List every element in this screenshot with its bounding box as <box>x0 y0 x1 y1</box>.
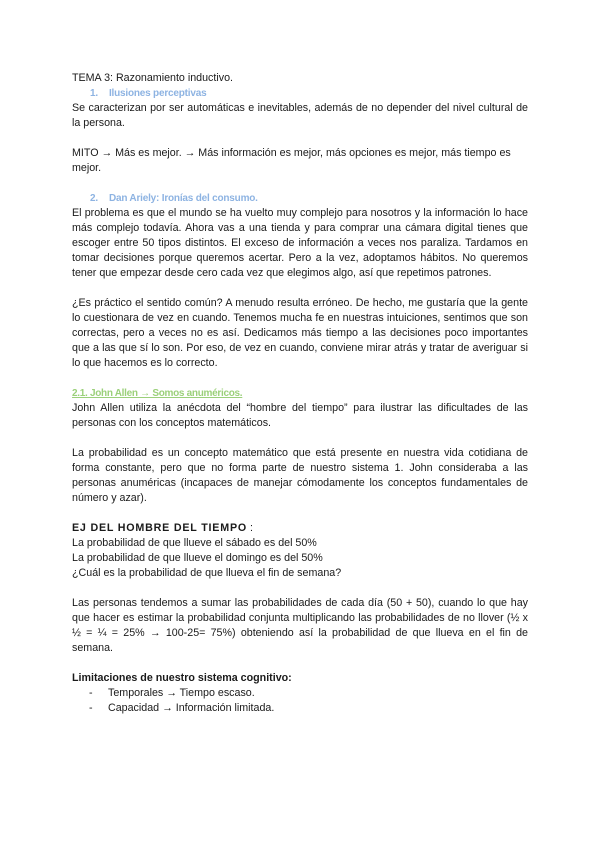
list-item: - Capacidad → Información limitada. <box>72 701 528 716</box>
doc-title: TEMA 3: Razonamiento inductivo. <box>72 72 233 84</box>
para-ariely-2: ¿Es práctico el sentido común? A menudo resulta erróneo. De hecho, me gustaría que la gente lo cuestionara de vez en cuando. Tenemos mucha fe en nuestras intuiciones, sentimos que son correctas, pero a veces no es así. Dedicamos más tiempo a las decisiones poco importantes que a las que sí lo son. Por eso, de vez en cuando, conviene mirar atrás y tratar de averiguar si lo que hacemos es lo correcto. <box>72 297 528 369</box>
heading-1-num: 1. <box>90 88 98 99</box>
para-ilusiones: Se caracterizan por ser automáticas e inevitables, además de no depender del nivel cultural de la persona. <box>72 102 528 129</box>
para-allen-1: John Allen utiliza la anécdota del “hombre del tiempo” para ilustrar las dificultades de las personas con los conceptos matemáticos. <box>72 402 528 429</box>
heading-dan-ariely <box>72 191 528 206</box>
para-suma: Las personas tendemos a sumar las probabilidades de cada día (50 + 50), cuando lo que hay que hacer es estimar la probabilidad conjunta multiplicando las probabilidades de no llover (½ x ½ = ¼ = 25% → 100-25= 75%) obteniendo así la probabilidad de que llueva en el fin de semana. <box>72 597 528 654</box>
heading-john-allen: 2.1. John Allen → Somos anuméricos. <box>72 388 243 399</box>
para-ariely-1: El problema es que el mundo se ha vuelto muy complejo para nosotros y la información lo hace más complejo todavía. Ahora vas a una tienda y para comprar una cámara digital tienes que escoger entre 50 tipos distintos. El exceso de información a veces nos paraliza. Tardamos en tomar decisiones porque queremos acertar. Pero a la vez, adoptamos hábitos. No queremos tener que empezar desde cero cada vez que elegimos algo, así que repetimos patrones. <box>72 207 528 279</box>
ej-heading: EJ DEL HOMBRE DEL TIEMPO : <box>72 522 253 534</box>
heading-ilusiones <box>72 86 528 101</box>
limits-heading: Limitaciones de nuestro sistema cognitivo: <box>72 672 292 684</box>
heading-1-title: Ilusiones perceptivas <box>108 88 207 99</box>
ej-line-2: La probabilidad de que llueve el domingo es del 50% <box>72 552 323 564</box>
para-allen-2: La probabilidad es un concepto matemático que está presente en nuestra vida cotidiana de forma constante, pero que no forma parte de nuestro sistema 1. John consideraba a las personas anuméricas (incapaces de manejar cómodamente los conceptos fundamentales de número y azar). <box>72 447 528 504</box>
para-mito: MITO → Más es mejor. → Más información es mejor, más opciones es mejor, más tiempo es mejor. <box>72 147 511 174</box>
document-content <box>72 71 528 716</box>
ej-line-1: La probabilidad de que llueve el sábado es del 50% <box>72 537 317 549</box>
heading-2-num: 2. <box>90 193 98 204</box>
limits-list <box>72 686 528 716</box>
list-item: - Temporales → Tiempo escaso. <box>72 686 528 701</box>
heading-2-title: Dan Ariely: Ironías del consumo. <box>108 193 258 204</box>
ej-line-3: ¿Cuál es la probabilidad de que llueva el fin de semana? <box>72 567 342 579</box>
